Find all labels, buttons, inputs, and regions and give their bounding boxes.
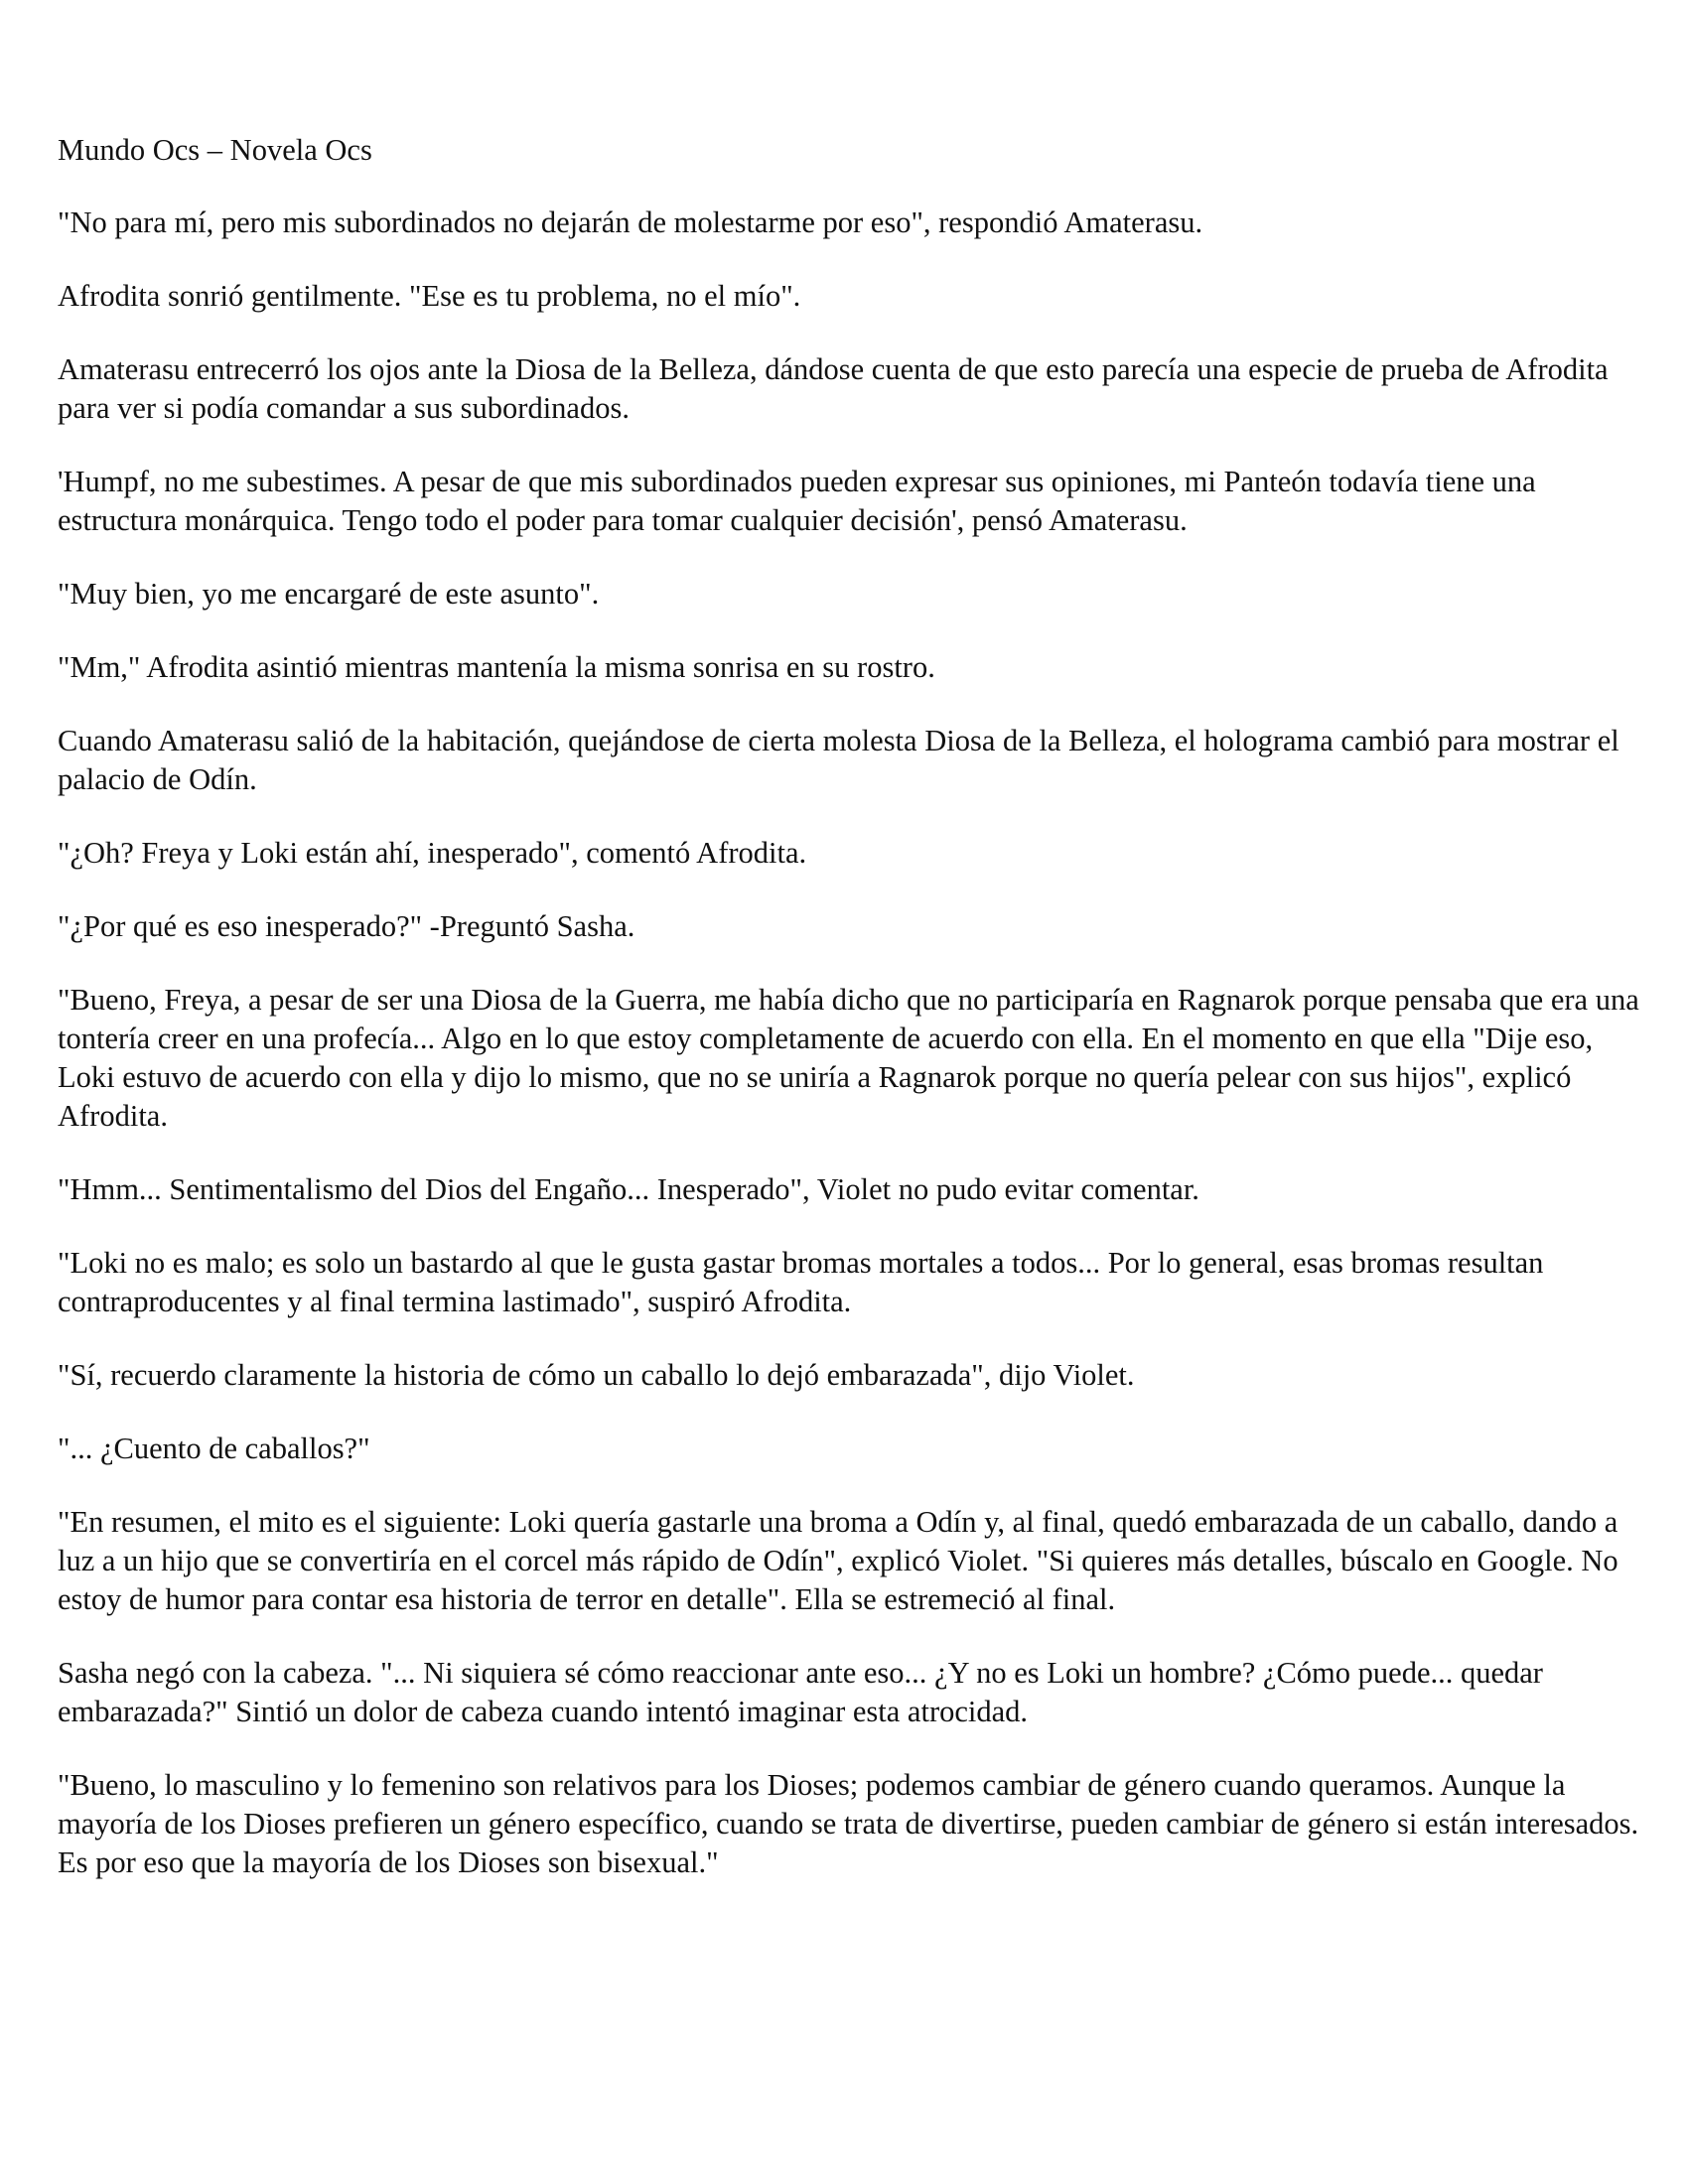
paragraph-17: "Bueno, lo masculino y lo femenino son relativos para los Dioses; podemos cambiar de género cuando queramos. Aunque la mayoría de los Dioses prefieren un género específico, cuando se trata de divertirse, pueden cambiar de género si están interesados. Es por eso que la mayoría de los Dioses son bisexual." <box>58 1768 1639 1879</box>
paragraph-11: "Hmm... Sentimentalismo del Dios del Engaño... Inesperado", Violet no pudo evitar comentar. <box>58 1172 1199 1206</box>
paragraph-4: 'Humpf, no me subestimes. A pesar de que mis subordinados pueden expresar sus opiniones, mi Panteón todavía tiene una estructura monárquica. Tengo todo el poder para tomar cualquier decisión', pensó Amaterasu. <box>58 465 1536 537</box>
document-header: Mundo Ocs – Novela Ocs <box>58 133 372 167</box>
paragraph-15: "En resumen, el mito es el siguiente: Loki quería gastarle una broma a Odín y, al final, quedó embarazada de un caballo, dando a luz a un hijo que se convertiría en el corcel más rápido de Odín", explicó Violet. "Si quieres más detalles, búscalo en Google. No estoy de humor para contar esa historia de terror en detalle". Ella se estremeció al final. <box>58 1505 1618 1616</box>
paragraph-5: "Muy bien, yo me encargaré de este asunto". <box>58 577 600 611</box>
paragraph-3: Amaterasu entrecerró los ojos ante la Diosa de la Belleza, dándose cuenta de que esto parecía una especie de prueba de Afrodita para ver si podía comandar a sus subordinados. <box>58 352 1609 425</box>
paragraph-1: "No para mí, pero mis subordinados no dejarán de molestarme por eso", respondió Amaterasu. <box>58 205 1203 239</box>
paragraph-13: "Sí, recuerdo claramente la historia de cómo un caballo lo dejó embarazada", dijo Violet. <box>58 1358 1135 1392</box>
paragraph-2: Afrodita sonrió gentilmente. "Ese es tu problema, no el mío". <box>58 279 801 313</box>
document-page <box>58 131 1646 1917</box>
paragraph-9: "¿Por qué es eso inesperado?" -Preguntó Sasha. <box>58 909 635 943</box>
paragraph-10: "Bueno, Freya, a pesar de ser una Diosa de la Guerra, me había dicho que no participaría en Ragnarok porque pensaba que era una tontería creer en una profecía... Algo en lo que estoy completamente de acuerdo con ella. En el momento en que ella "Dije eso, Loki estuvo de acuerdo con ella y dijo lo mismo, que no se uniría a Ragnarok porque no quería pelear con sus hijos", explicó Afrodita. <box>58 983 1639 1133</box>
paragraph-6: "Mm," Afrodita asintió mientras mantenía la misma sonrisa en su rostro. <box>58 650 935 684</box>
paragraph-14: "... ¿Cuento de caballos?" <box>58 1432 370 1465</box>
paragraph-7: Cuando Amaterasu salió de la habitación, quejándose de cierta molesta Diosa de la Belleza, el holograma cambió para mostrar el palacio de Odín. <box>58 724 1619 796</box>
paragraph-12: "Loki no es malo; es solo un bastardo al que le gusta gastar bromas mortales a todos... Por lo general, esas bromas resultan contraproducentes y al final termina lastimado", suspiró Afrodita. <box>58 1246 1544 1318</box>
paragraph-8: "¿Oh? Freya y Loki están ahí, inesperado", comentó Afrodita. <box>58 836 807 870</box>
paragraph-16: Sasha negó con la cabeza. "... Ni siquiera sé cómo reaccionar ante eso... ¿Y no es Loki un hombre? ¿Cómo puede... quedar embarazada?" Sintió un dolor de cabeza cuando intentó imaginar esta atrocidad. <box>58 1656 1543 1728</box>
